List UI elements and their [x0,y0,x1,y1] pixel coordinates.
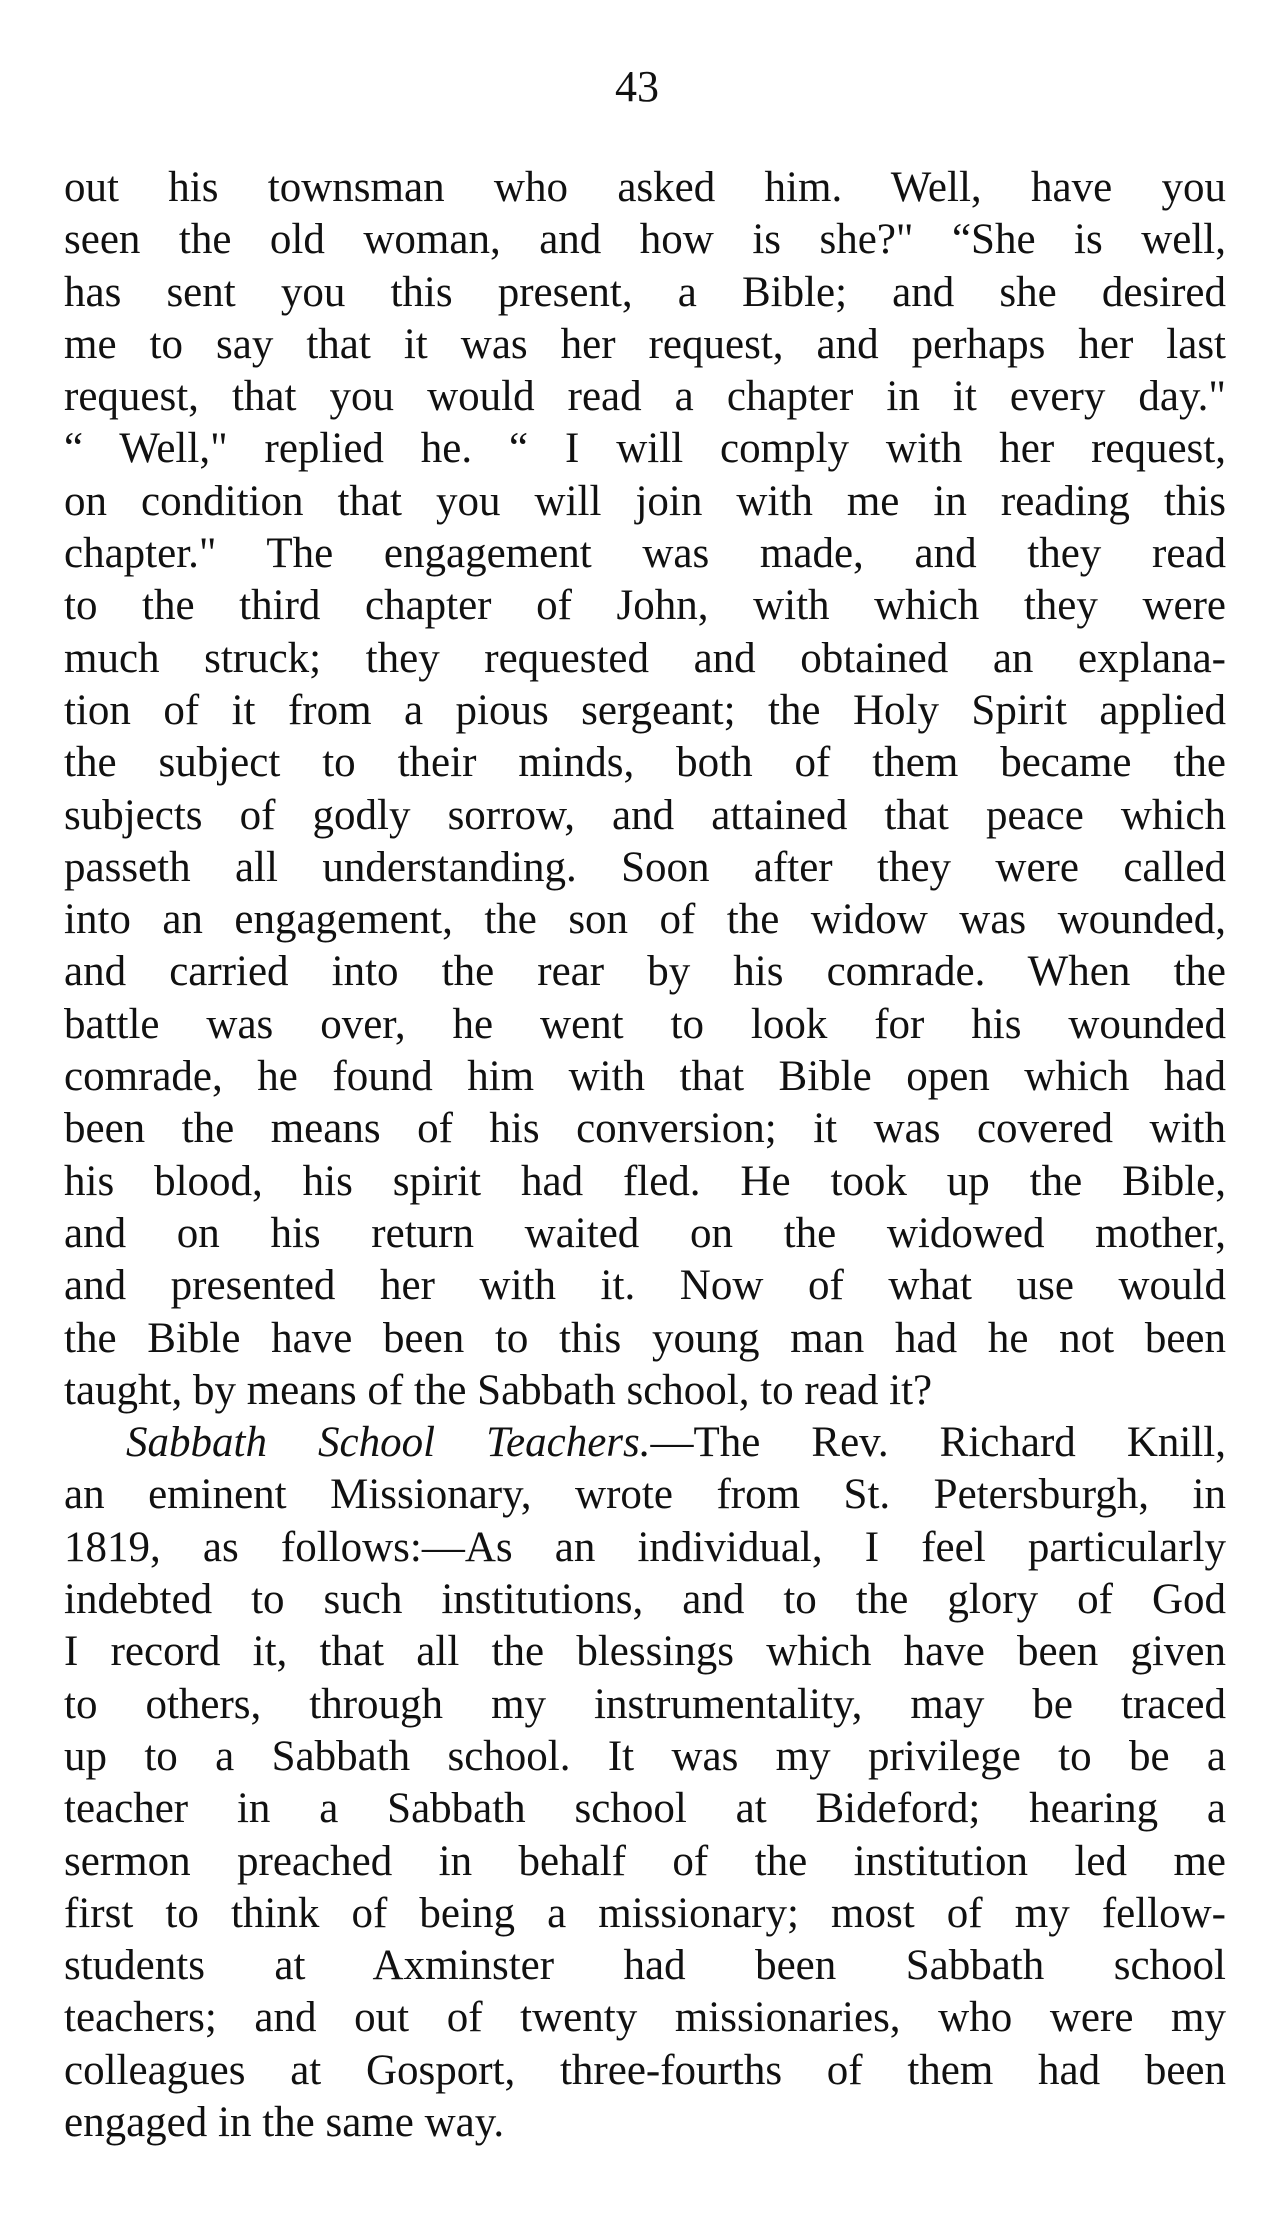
section-heading-line [64,1417,1226,1469]
text-line: to the third chapter of John, with which they were [64,582,1226,630]
text-line: subjects of godly sorrow, and attained that peace which [64,791,1226,839]
text-line: sermon preached in behalf of the institution led me [64,1837,1226,1885]
text-line: has sent you this present, a Bible; and she desired [64,268,1226,316]
text-line: an eminent Missionary, wrote from St. Petersburgh, in [64,1471,1226,1519]
text-line: 1819, as follows:—As an individual, I feel particularly [64,1523,1226,1571]
section-heading-continuation: —The Rev. Richard Knill, [650,1419,1226,1467]
text-line: chapter." The engagement was made, and they read [64,530,1226,578]
text-line: indebted to such institutions, and to the glory of God [64,1576,1226,1624]
text-line: on condition that you will join with me in reading this [64,477,1226,525]
text-line: request, that you would read a chapter in it every day." [64,373,1226,421]
text-line: tion of it from a pious sergeant; the Holy Spirit applied [64,686,1226,734]
text-line: to others, through my instrumentality, may be traced [64,1680,1226,1728]
text-line: the subject to their minds, both of them became the [64,739,1226,787]
text-line: battle was over, he went to look for his wounded [64,1000,1226,1048]
text-line: up to a Sabbath school. It was my privilege to be a [64,1732,1226,1780]
body-text [64,162,1226,2149]
text-line: the Bible have been to this young man had he not been [64,1314,1226,1362]
text-line: out his townsman who asked him. Well, have you [64,164,1226,211]
text-line: I record it, that all the blessings which have been given [64,1628,1226,1676]
section-heading: Sabbath School Teachers. [126,1419,651,1467]
text-line: much struck; they requested and obtained an explana- [64,634,1226,682]
text-line: engaged in the same way. [64,2098,505,2146]
text-line: me to say that it was her request, and perhaps her last [64,320,1226,368]
text-line: passeth all understanding. Soon after they were called [64,843,1226,891]
page-number: 43 [615,62,659,111]
text-line: colleagues at Gosport, three-fourths of them had been [64,2046,1226,2094]
text-line: teachers; and out of twenty missionaries, who were my [64,1994,1226,2042]
text-line: taught, by means of the Sabbath school, to read it? [64,1366,933,1414]
text-line: and carried into the rear by his comrade. When the [64,948,1226,996]
text-line: comrade, he found him with that Bible open which had [64,1053,1226,1101]
text-line: seen the old woman, and how is she?" “She is well, [64,216,1226,264]
text-line: been the means of his conversion; it was covered with [64,1105,1226,1153]
text-line: and on his return waited on the widowed mother, [64,1209,1226,1257]
text-line: “ Well," replied he. “ I will comply with her request, [64,425,1226,473]
text-line: students at Axminster had been Sabbath school [64,1942,1226,1990]
text-line: and presented her with it. Now of what use would [64,1262,1226,1310]
text-line: into an engagement, the son of the widow was wounded, [64,896,1226,944]
text-line: his blood, his spirit had fled. He took up the Bible, [64,1157,1226,1205]
text-line: first to think of being a missionary; most of my fellow- [64,1889,1226,1937]
text-line: teacher in a Sabbath school at Bideford; hearing a [64,1785,1226,1833]
